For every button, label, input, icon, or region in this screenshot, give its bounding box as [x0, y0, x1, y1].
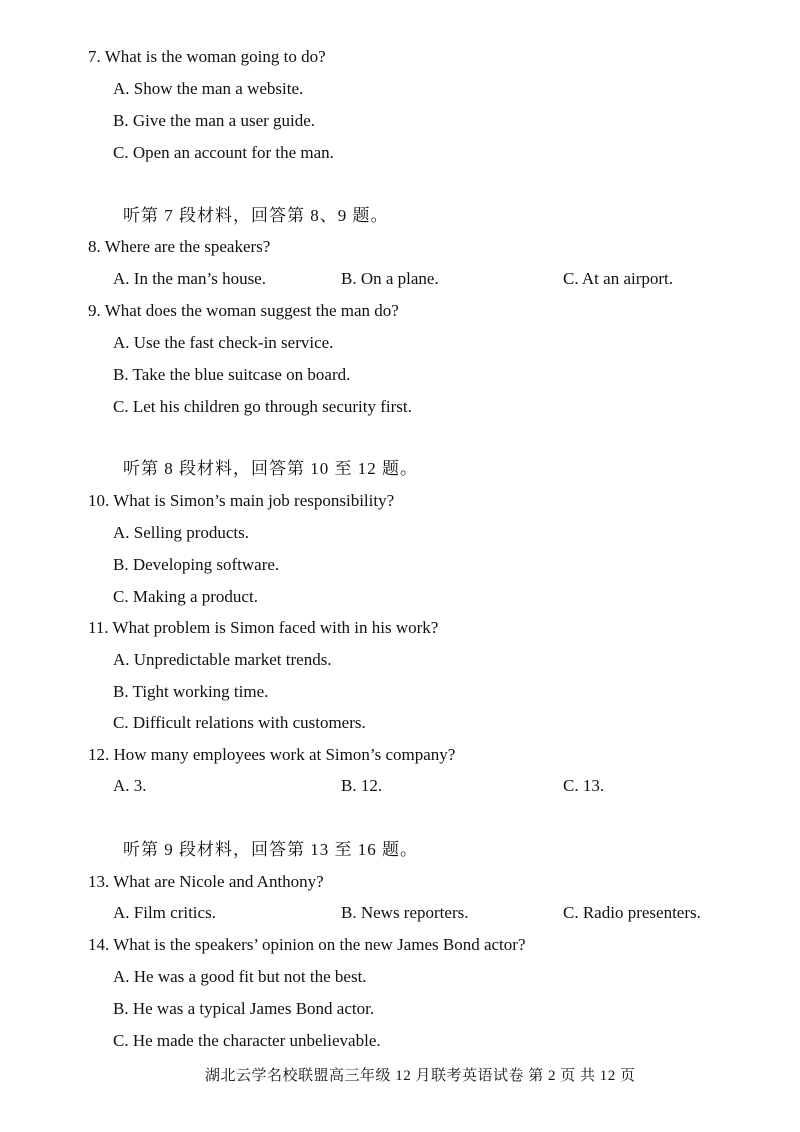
question-7-stem: 7. What is the woman going to do? [88, 47, 326, 66]
question-9-option-c: C. Let his children go through security first. [113, 397, 412, 416]
question-13-option-a: A. Film critics. [113, 903, 216, 922]
question-10-stem: 10. What is Simon’s main job responsibility? [88, 491, 395, 510]
question-11-stem: 11. What problem is Simon faced with in his work? [88, 618, 439, 637]
page-footer: 湖北云学名校联盟高三年级 12 月联考英语试卷 第 2 页 共 12 页 [205, 1068, 636, 1084]
question-7-option-c: C. Open an account for the man. [113, 143, 334, 162]
question-14-option-a: A. He was a good fit but not the best. [113, 967, 367, 986]
section-7-instruction: 听第 7 段材料，回答第 8、9 题。 [123, 206, 389, 225]
question-12-options [113, 775, 733, 797]
question-9-option-b: B. Take the blue suitcase on board. [113, 365, 351, 384]
question-12-option-b: B. 12. [341, 776, 383, 795]
question-7-option-a: A. Show the man a website. [113, 79, 304, 98]
question-14-option-b: B. He was a typical James Bond actor. [113, 999, 375, 1018]
question-12-option-c: C. 13. [563, 776, 605, 795]
question-8-option-b: B. On a plane. [341, 269, 439, 288]
question-13-stem: 13. What are Nicole and Anthony? [88, 872, 324, 891]
question-13-option-c: C. Radio presenters. [563, 903, 701, 922]
section-9-instruction: 听第 9 段材料，回答第 13 至 16 题。 [123, 840, 418, 859]
question-13-option-b: B. News reporters. [341, 903, 469, 922]
question-7-option-b: B. Give the man a user guide. [113, 111, 316, 130]
question-8-option-c: C. At an airport. [563, 269, 674, 288]
question-12-stem: 12. How many employees work at Simon’s company? [88, 745, 456, 764]
question-14-stem: 14. What is the speakers’ opinion on the new James Bond actor? [88, 935, 526, 954]
question-10-option-c: C. Making a product. [113, 587, 258, 606]
question-11-option-b: B. Tight working time. [113, 682, 269, 701]
question-14-option-c: C. He made the character unbelievable. [113, 1031, 381, 1050]
section-8-instruction: 听第 8 段材料，回答第 10 至 12 题。 [123, 459, 418, 478]
question-10-option-b: B. Developing software. [113, 555, 280, 574]
question-8-options [113, 268, 733, 290]
question-9-stem: 9. What does the woman suggest the man do? [88, 301, 399, 320]
question-8-option-a: A. In the man’s house. [113, 269, 266, 288]
question-12-option-a: A. 3. [113, 776, 147, 795]
question-13-options [113, 902, 733, 924]
question-9-option-a: A. Use the fast check-in service. [113, 333, 334, 352]
question-11-option-a: A. Unpredictable market trends. [113, 650, 332, 669]
question-10-option-a: A. Selling products. [113, 523, 249, 542]
question-8-stem: 8. Where are the speakers? [88, 237, 271, 256]
question-11-option-c: C. Difficult relations with customers. [113, 713, 366, 732]
